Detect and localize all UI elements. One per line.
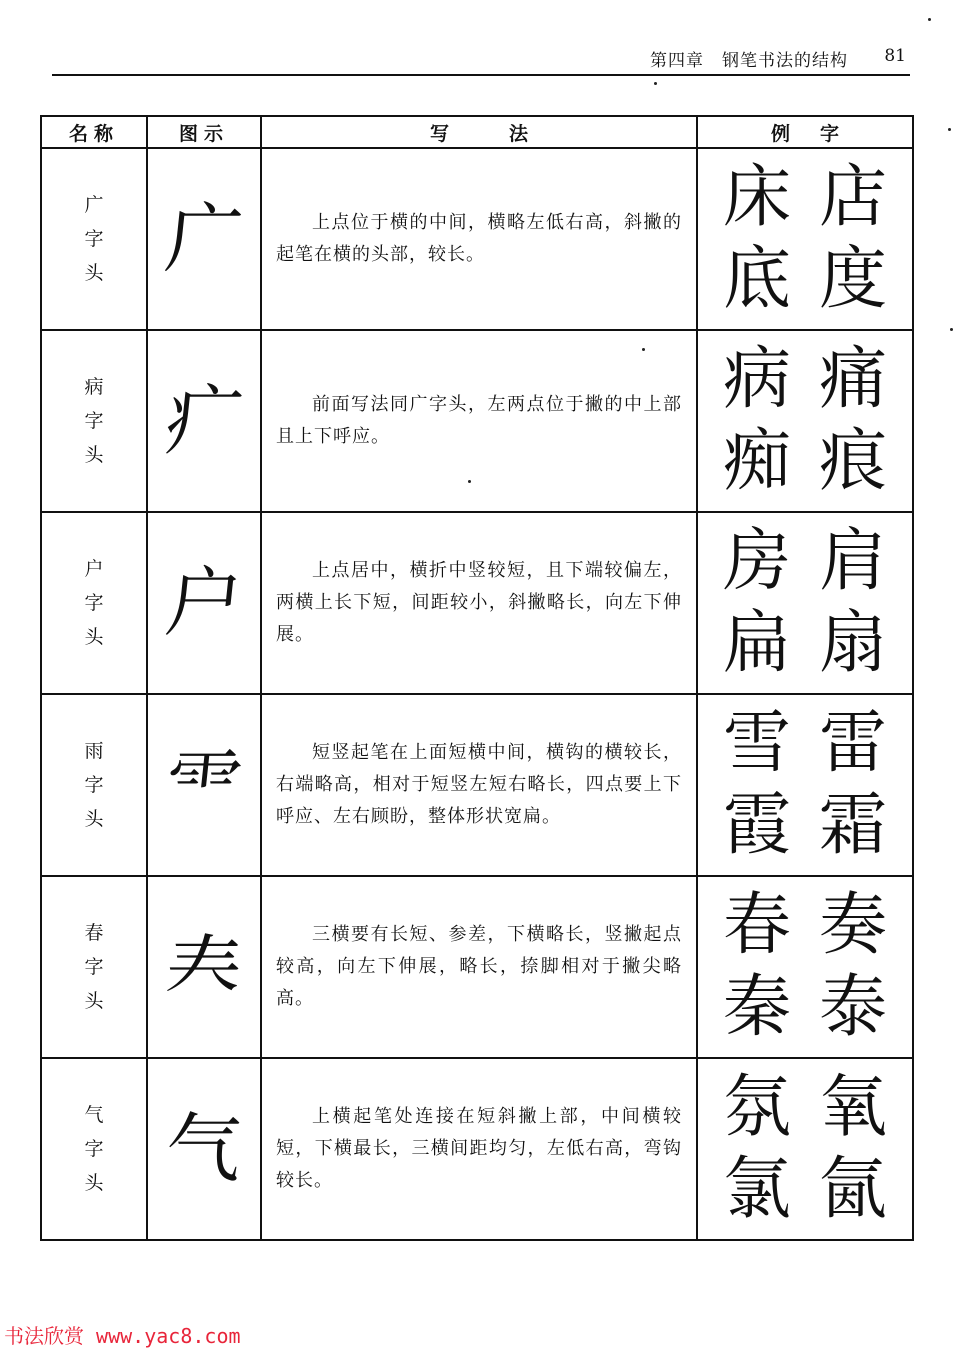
radical-name-cell [41, 330, 147, 512]
example-grid [698, 1067, 912, 1231]
example-cell [697, 512, 913, 694]
radical-name-char: 头 [84, 808, 104, 830]
example-character: 泰 [818, 968, 887, 1047]
example-character: 秦 [722, 968, 791, 1047]
radical-name-char: 病 [84, 376, 104, 398]
table-row [41, 148, 913, 330]
radical-name-cell [41, 148, 147, 330]
table-body [41, 148, 913, 1240]
radical-name-cell [41, 1058, 147, 1240]
header-method: 写法 [261, 116, 697, 148]
radical-name-char: 户 [84, 558, 104, 580]
print-speck [642, 348, 645, 351]
example-character: 春 [722, 886, 791, 965]
radical-name-char: 头 [84, 444, 104, 466]
radical-diagram-glyph: 户 [161, 558, 247, 647]
print-speck [468, 480, 471, 483]
example-character: 氯 [722, 1150, 791, 1229]
print-speck [948, 128, 951, 131]
radical-diagram-glyph: 广 [161, 194, 247, 283]
radical-name-cell [41, 512, 147, 694]
example-character: 痴 [722, 422, 791, 501]
radical-diagram-cell [147, 330, 261, 512]
header-diagram: 图示 [147, 116, 261, 148]
writing-method-text: 前面写法同广字头，左两点位于撇的中上部且上下呼应。 [261, 330, 697, 512]
table-row [41, 330, 913, 512]
radical-diagram-cell [147, 876, 261, 1058]
page-number: 81 [884, 46, 906, 66]
writing-method-text: 短竖起笔在上面短横中间，横钩的横较长，右端略高，相对于短竖左短右略长，四点要上下呼应、左右顾盼，整体形状宽扁。 [261, 694, 697, 876]
example-character: 氤 [818, 1150, 887, 1229]
radical-diagram-glyph: 𡗗 [161, 922, 247, 1011]
example-cell [697, 876, 913, 1058]
example-character: 床 [722, 158, 791, 237]
print-speck [950, 328, 953, 331]
watermark: 书法欣赏 www.yac8.com [4, 1324, 241, 1348]
radical-diagram-cell [147, 1058, 261, 1240]
radical-name-char: 字 [84, 1138, 104, 1160]
example-cell [697, 1058, 913, 1240]
example-character: 霞 [722, 786, 791, 865]
example-character: 痕 [818, 422, 887, 501]
radical-name-char: 气 [84, 1104, 104, 1126]
radical-name-cell [41, 694, 147, 876]
header-name: 名称 [41, 116, 147, 148]
radical-name-char: 字 [84, 228, 104, 250]
radical-name-char: 头 [84, 990, 104, 1012]
writing-method-text: 上横起笔处连接在短斜撇上部，中间横较短，下横最长，三横间距均匀，左低右高，弯钩较长。 [261, 1058, 697, 1240]
example-character: 奏 [818, 886, 887, 965]
chapter-title: 第四章 钢笔书法的结构 [650, 51, 848, 71]
example-character: 肩 [818, 522, 887, 601]
example-character: 度 [818, 240, 887, 319]
example-character: 氛 [722, 1068, 791, 1147]
example-cell [697, 148, 913, 330]
example-character: 店 [818, 158, 887, 237]
radical-name-char: 春 [84, 922, 104, 944]
print-speck [654, 82, 657, 85]
radical-name-cell [41, 876, 147, 1058]
example-grid [698, 339, 912, 503]
example-grid [698, 157, 912, 321]
example-grid [698, 703, 912, 867]
writing-method-text: 上点居中，横折中竖较短，且下端较偏左，两横上长下短，间距较小，斜撇略长，向左下伸展。 [261, 512, 697, 694]
example-cell [697, 694, 913, 876]
page-header [52, 44, 910, 76]
example-character: 底 [722, 240, 791, 319]
radical-name-char: 广 [84, 194, 104, 216]
radical-table [40, 115, 914, 1241]
example-character: 病 [722, 340, 791, 419]
radical-diagram-cell [147, 694, 261, 876]
radical-name-char: 雨 [84, 740, 104, 762]
example-character: 房 [722, 522, 791, 601]
radical-name-char: 头 [84, 626, 104, 648]
radical-name-char: 字 [84, 774, 104, 796]
table-header-row [41, 116, 913, 148]
example-character: 氧 [818, 1068, 887, 1147]
example-character: 雷 [818, 704, 887, 783]
example-grid [698, 885, 912, 1049]
example-character: 雪 [722, 704, 791, 783]
example-grid [698, 521, 912, 685]
radical-name-char: 头 [84, 1172, 104, 1194]
radical-name-char: 字 [84, 410, 104, 432]
radical-diagram-glyph: 气 [161, 1104, 247, 1193]
table-row [41, 512, 913, 694]
radical-diagram-cell [147, 148, 261, 330]
example-character: 扁 [722, 604, 791, 683]
example-character: 痛 [818, 340, 887, 419]
example-character: 扇 [818, 604, 887, 683]
print-speck [928, 18, 931, 21]
radical-diagram-glyph: ⻗ [161, 740, 247, 829]
radical-name-char: 字 [84, 592, 104, 614]
example-cell [697, 330, 913, 512]
table-row [41, 694, 913, 876]
table-row [41, 1058, 913, 1240]
radical-diagram-glyph: 疒 [161, 376, 247, 465]
radical-name-char: 头 [84, 262, 104, 284]
radical-diagram-cell [147, 512, 261, 694]
writing-method-text: 三横要有长短、参差，下横略长，竖撇起点较高，向左下伸展，略长，捺脚相对于撇尖略高。 [261, 876, 697, 1058]
table-row [41, 876, 913, 1058]
writing-method-text: 上点位于横的中间，横略左低右高，斜撇的起笔在横的头部，较长。 [261, 148, 697, 330]
radical-name-char: 字 [84, 956, 104, 978]
header-example: 例字 [697, 116, 913, 148]
example-character: 霜 [818, 786, 887, 865]
